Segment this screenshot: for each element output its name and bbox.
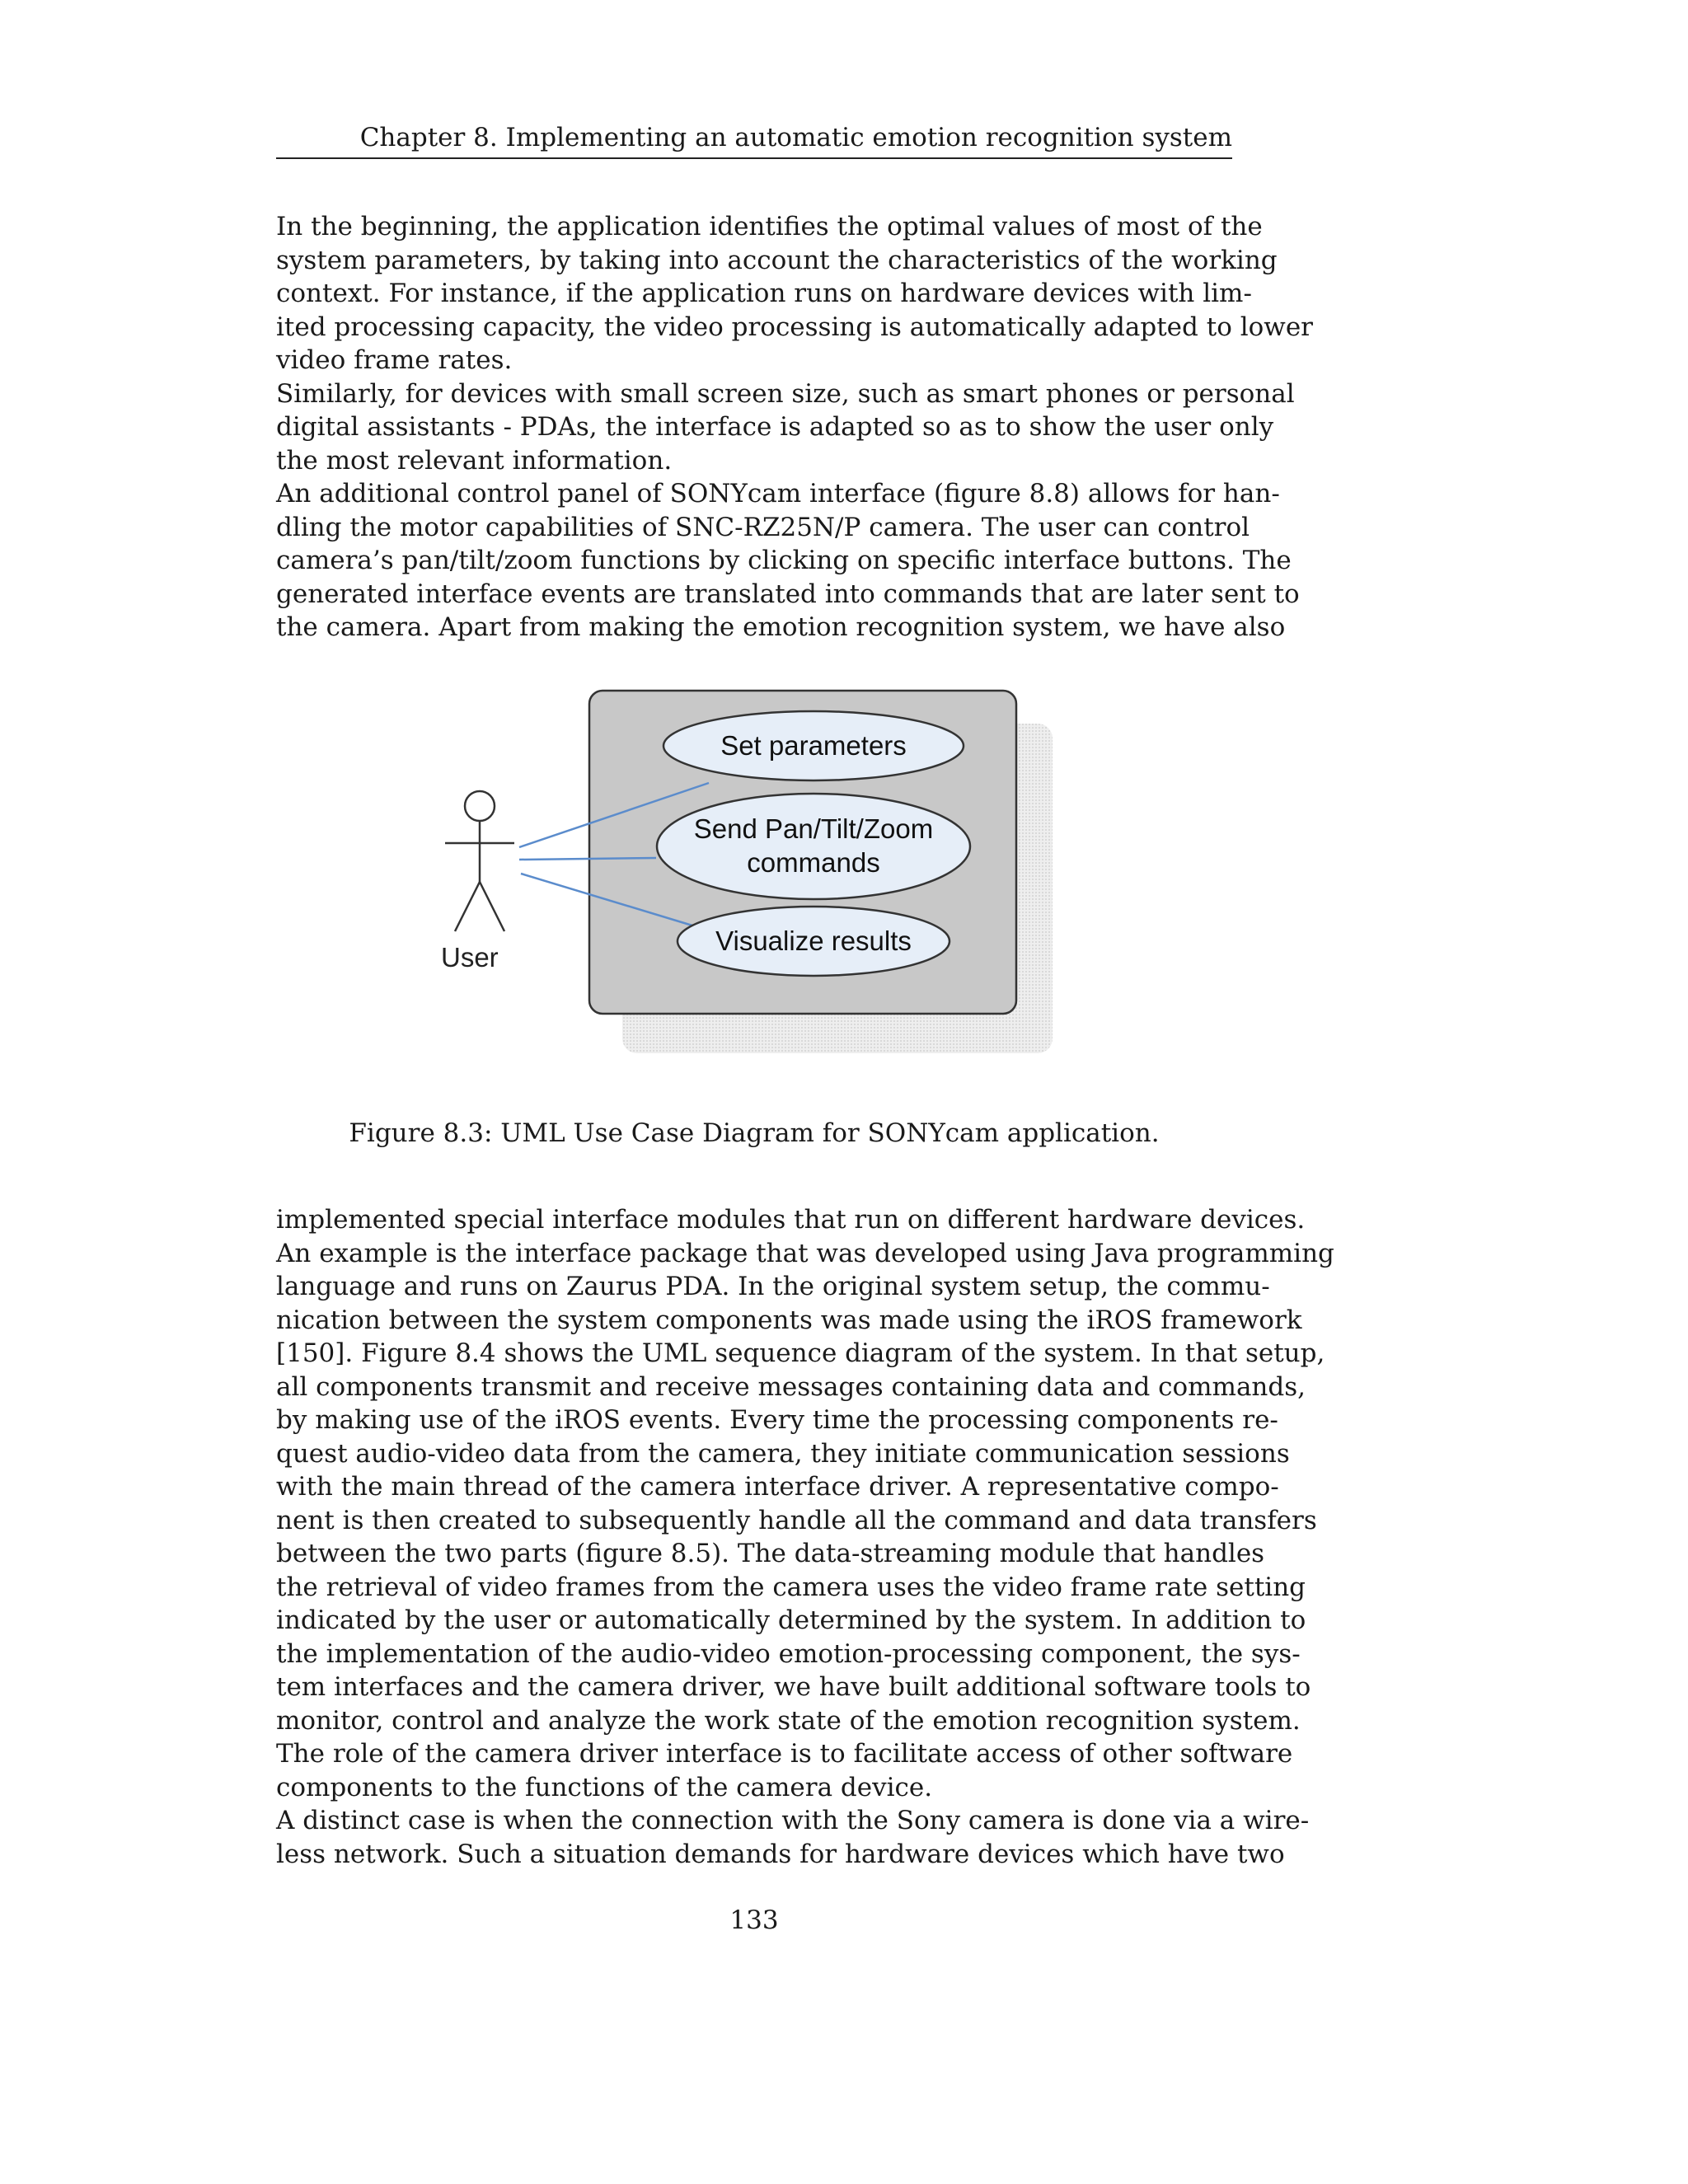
text-line: camera’s pan/tilt/zoom functions by clicking on specific interface buttons. The (276, 546, 1292, 575)
text-line: the camera. Apart from making the emotion recognition system, we have also (276, 612, 1286, 642)
text-line: dling the motor capabilities of SNC-RZ25N/P camera. The user can control (276, 512, 1250, 542)
uml-use-case-diagram (412, 684, 1088, 1071)
paragraph-bottom (276, 1203, 1334, 1871)
text-line: between the two parts (figure 8.5). The data-streaming module that handles (276, 1539, 1265, 1568)
text-line: video frame rates. (276, 345, 513, 375)
use-case-send-ptz-commands (657, 794, 970, 899)
text-line: A distinct case is when the connection with the Sony camera is done via a wire- (276, 1806, 1310, 1835)
page-number: 133 (729, 1905, 779, 1935)
text-line: the most relevant information. (276, 445, 673, 476)
text-line: In the beginning, the application identifies the optimal values of most of the (276, 212, 1263, 241)
text-line: nent is then created to subsequently handle all the command and data transfers (276, 1505, 1317, 1535)
text-line: by making use of the iROS events. Every time the processing components re- (276, 1405, 1278, 1435)
text-line: less network. Such a situation demands for hardware devices which have two (276, 1839, 1285, 1869)
text-line: all components transmit and receive messages containing data and commands, (276, 1371, 1306, 1402)
figure-caption: Figure 8.3: UML Use Case Diagram for SONYcam application. (349, 1118, 1160, 1148)
text-line: system parameters, by taking into account the characteristics of the working (276, 245, 1278, 275)
text-line: [150]. Figure 8.4 shows the UML sequence diagram of the system. In that setup, (276, 1338, 1325, 1368)
text-line: quest audio-video data from the camera, they initiate communication sessions (276, 1438, 1290, 1469)
text-line: nication between the system components was made using the iROS framework (276, 1305, 1302, 1335)
text-line: with the main thread of the camera interface driver. A representative compo- (276, 1472, 1279, 1502)
text-line: language and runs on Zaurus PDA. In the original system setup, the commu- (276, 1272, 1270, 1301)
use-case-label: Send Pan/Tilt/Zoom (693, 813, 934, 844)
diagram-canvas (412, 684, 1088, 1071)
text-line: tem interfaces and the camera driver, we have built additional software tools to (276, 1672, 1311, 1702)
text-line: indicated by the user or automatically determined by the system. In addition to (276, 1605, 1306, 1635)
actor-user (445, 791, 514, 931)
text-line: The role of the camera driver interface is to facilitate access of other software (276, 1739, 1293, 1769)
text-line: implemented special interface modules that run on different hardware devices. (276, 1205, 1306, 1235)
text-line: components to the functions of the camera device. (276, 1772, 933, 1802)
text-line: digital assistants - PDAs, the interface is adapted so as to show the user only (276, 412, 1274, 442)
text-line: An additional control panel of SONYcam interface (figure 8.8) allows for han- (276, 479, 1280, 509)
use-case-label: Set parameters (720, 730, 907, 761)
text-line: ited processing capacity, the video processing is automatically adapted to lower (276, 312, 1313, 342)
use-case-label: Visualize results (715, 926, 912, 956)
text-line: the implementation of the audio-video emotion-processing component, the sys- (276, 1638, 1301, 1669)
text-line: Similarly, for devices with small screen size, such as smart phones or personal (276, 378, 1295, 409)
text-line: monitor, control and analyze the work state of the emotion recognition system. (276, 1705, 1301, 1736)
actor-label: User (441, 942, 499, 972)
text-line: An example is the interface package that was developed using Java programming (276, 1238, 1334, 1268)
text-line: the retrieval of video frames from the camera uses the video frame rate setting (276, 1572, 1306, 1602)
text-line: generated interface events are translated into commands that are later sent to (276, 579, 1300, 609)
paragraph-top (276, 210, 1313, 644)
running-header: Chapter 8. Implementing an automatic emotion recognition system (276, 120, 1232, 159)
use-case-label-line2: commands (747, 847, 880, 878)
text-line: context. For instance, if the application runs on hardware devices with lim- (276, 279, 1252, 308)
